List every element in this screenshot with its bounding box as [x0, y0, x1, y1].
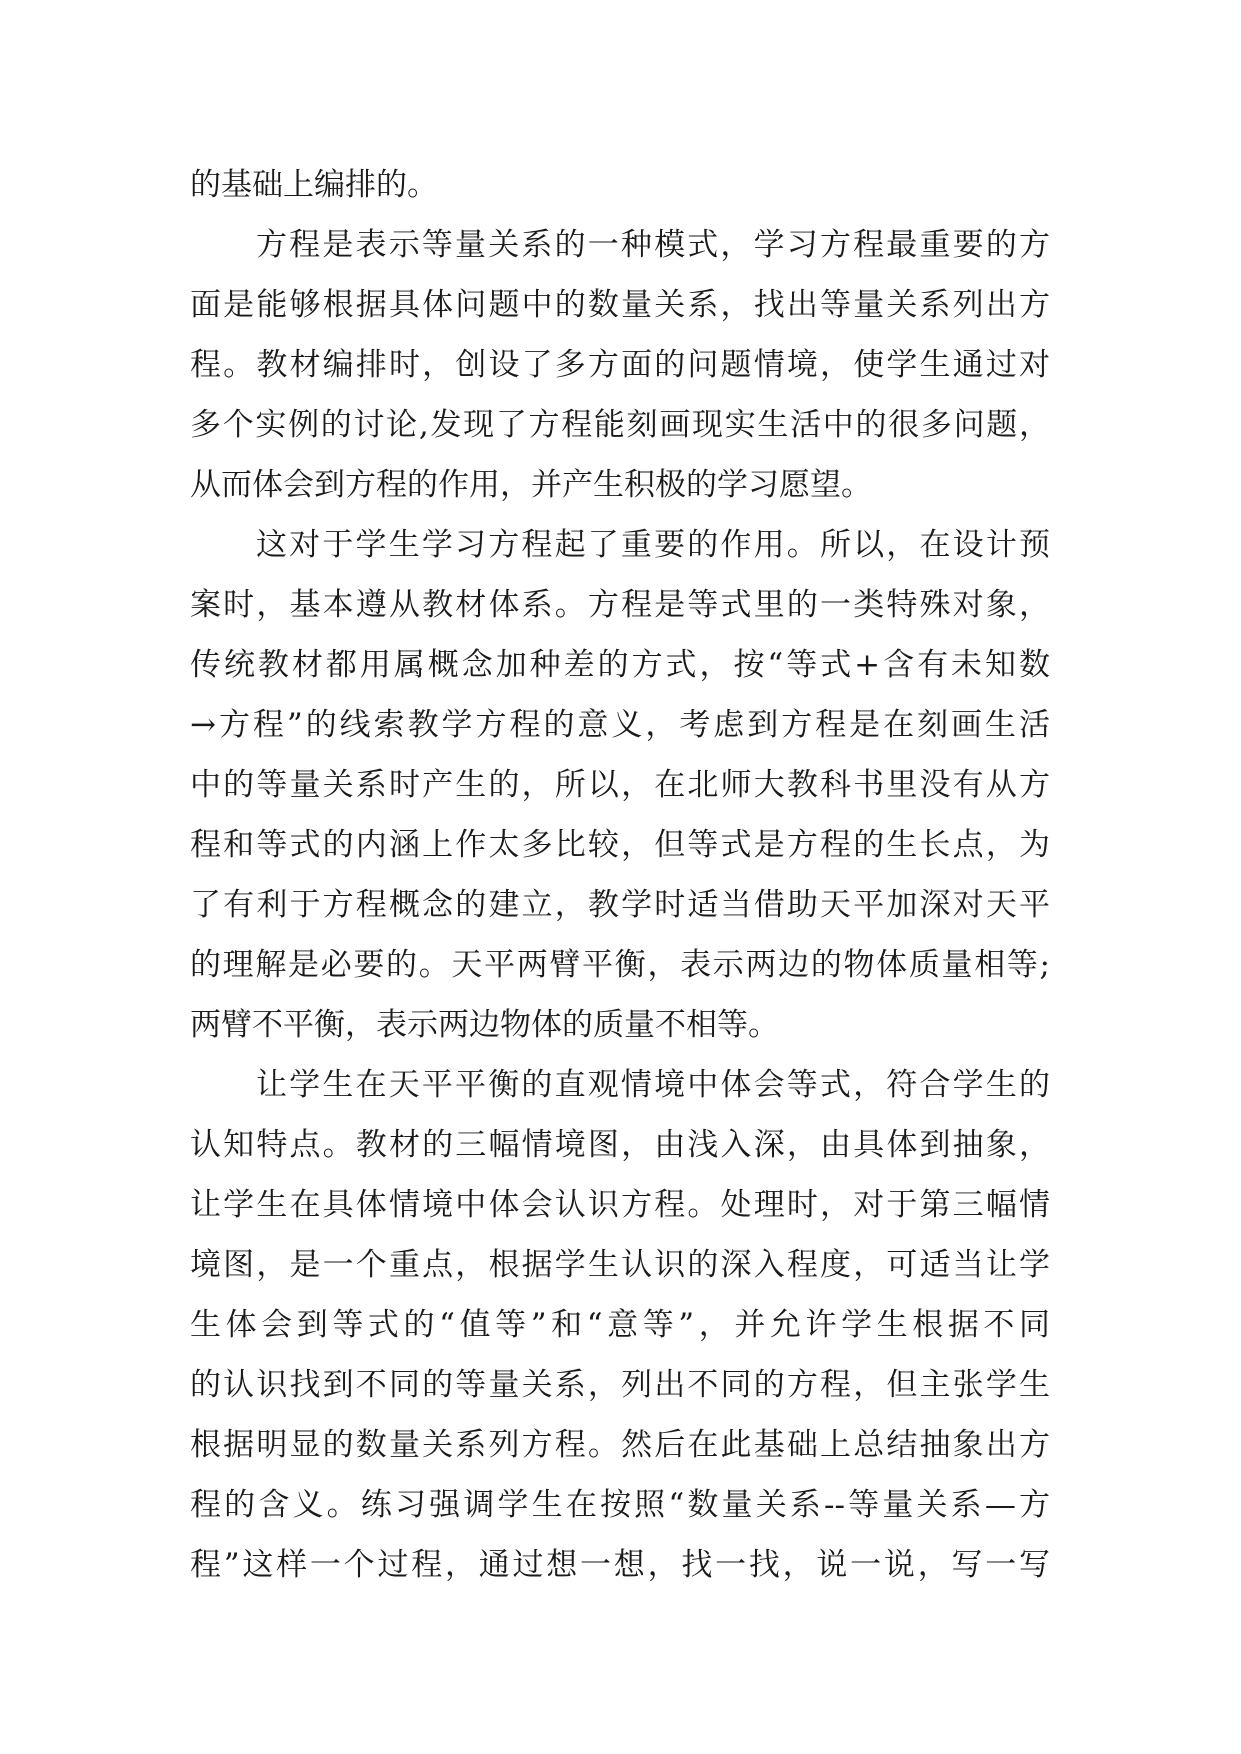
text-line: 程的含义。练习强调学生在按照“数量关系--等量关系—方 [190, 1487, 1050, 1523]
text-line: 生体会到等式的“值等”和“意等”，并允许学生根据不同 [190, 1307, 1050, 1343]
text-line: 让学生在具体情境中体会认识方程。处理时，对于第三幅情 [190, 1187, 1050, 1223]
text-line: 程”这样一个过程，通过想一想，找一找，说一说，写一写 [190, 1547, 1050, 1583]
text-line: 了有利于方程概念的建立，教学时适当借助天平加深对天平 [190, 887, 1050, 923]
text-line: 方程是表示等量关系的一种模式，学习方程最重要的方 [256, 227, 1050, 263]
text-line: 让学生在天平平衡的直观情境中体会等式，符合学生的 [256, 1067, 1050, 1103]
text-line: 案时，基本遵从教材体系。方程是等式里的一类特殊对象， [190, 587, 1050, 623]
text-line: 传统教材都用属概念加种差的方式，按“等式+含有未知数 [190, 647, 1050, 683]
text-line: 的理解是必要的。天平两臂平衡，表示两边的物体质量相等; [190, 947, 1050, 983]
text-line: →方程”的线索教学方程的意义，考虑到方程是在刻画生活 [190, 707, 1050, 743]
text-line: 中的等量关系时产生的，所以，在北师大教科书里没有从方 [190, 767, 1050, 803]
text-line: 程和等式的内涵上作太多比较，但等式是方程的生长点，为 [190, 827, 1050, 863]
text-line: 根据明显的数量关系列方程。然后在此基础上总结抽象出方 [190, 1427, 1050, 1463]
text-line: 两臂不平衡，表示两边物体的质量不相等。 [190, 1007, 779, 1043]
text-line: 从而体会到方程的作用，并产生积极的学习愿望。 [190, 467, 872, 503]
text-line: 面是能够根据具体问题中的数量关系，找出等量关系列出方 [190, 287, 1050, 323]
text-line: 的认识找到不同的等量关系，列出不同的方程，但主张学生 [190, 1367, 1050, 1403]
text-line: 多个实例的讨论,发现了方程能刻画现实生活中的很多问题， [190, 407, 1050, 443]
text-line: 认知特点。教材的三幅情境图，由浅入深，由具体到抽象， [190, 1127, 1050, 1163]
text-line: 的基础上编排的。 [190, 167, 438, 203]
text-line: 程。教材编排时，创设了多方面的问题情境，使学生通过对 [190, 347, 1050, 383]
text-line: 这对于学生学习方程起了重要的作用。所以，在设计预 [256, 527, 1050, 563]
body-text [190, 155, 1050, 1595]
text-line: 境图，是一个重点，根据学生认识的深入程度，可适当让学 [190, 1247, 1050, 1283]
